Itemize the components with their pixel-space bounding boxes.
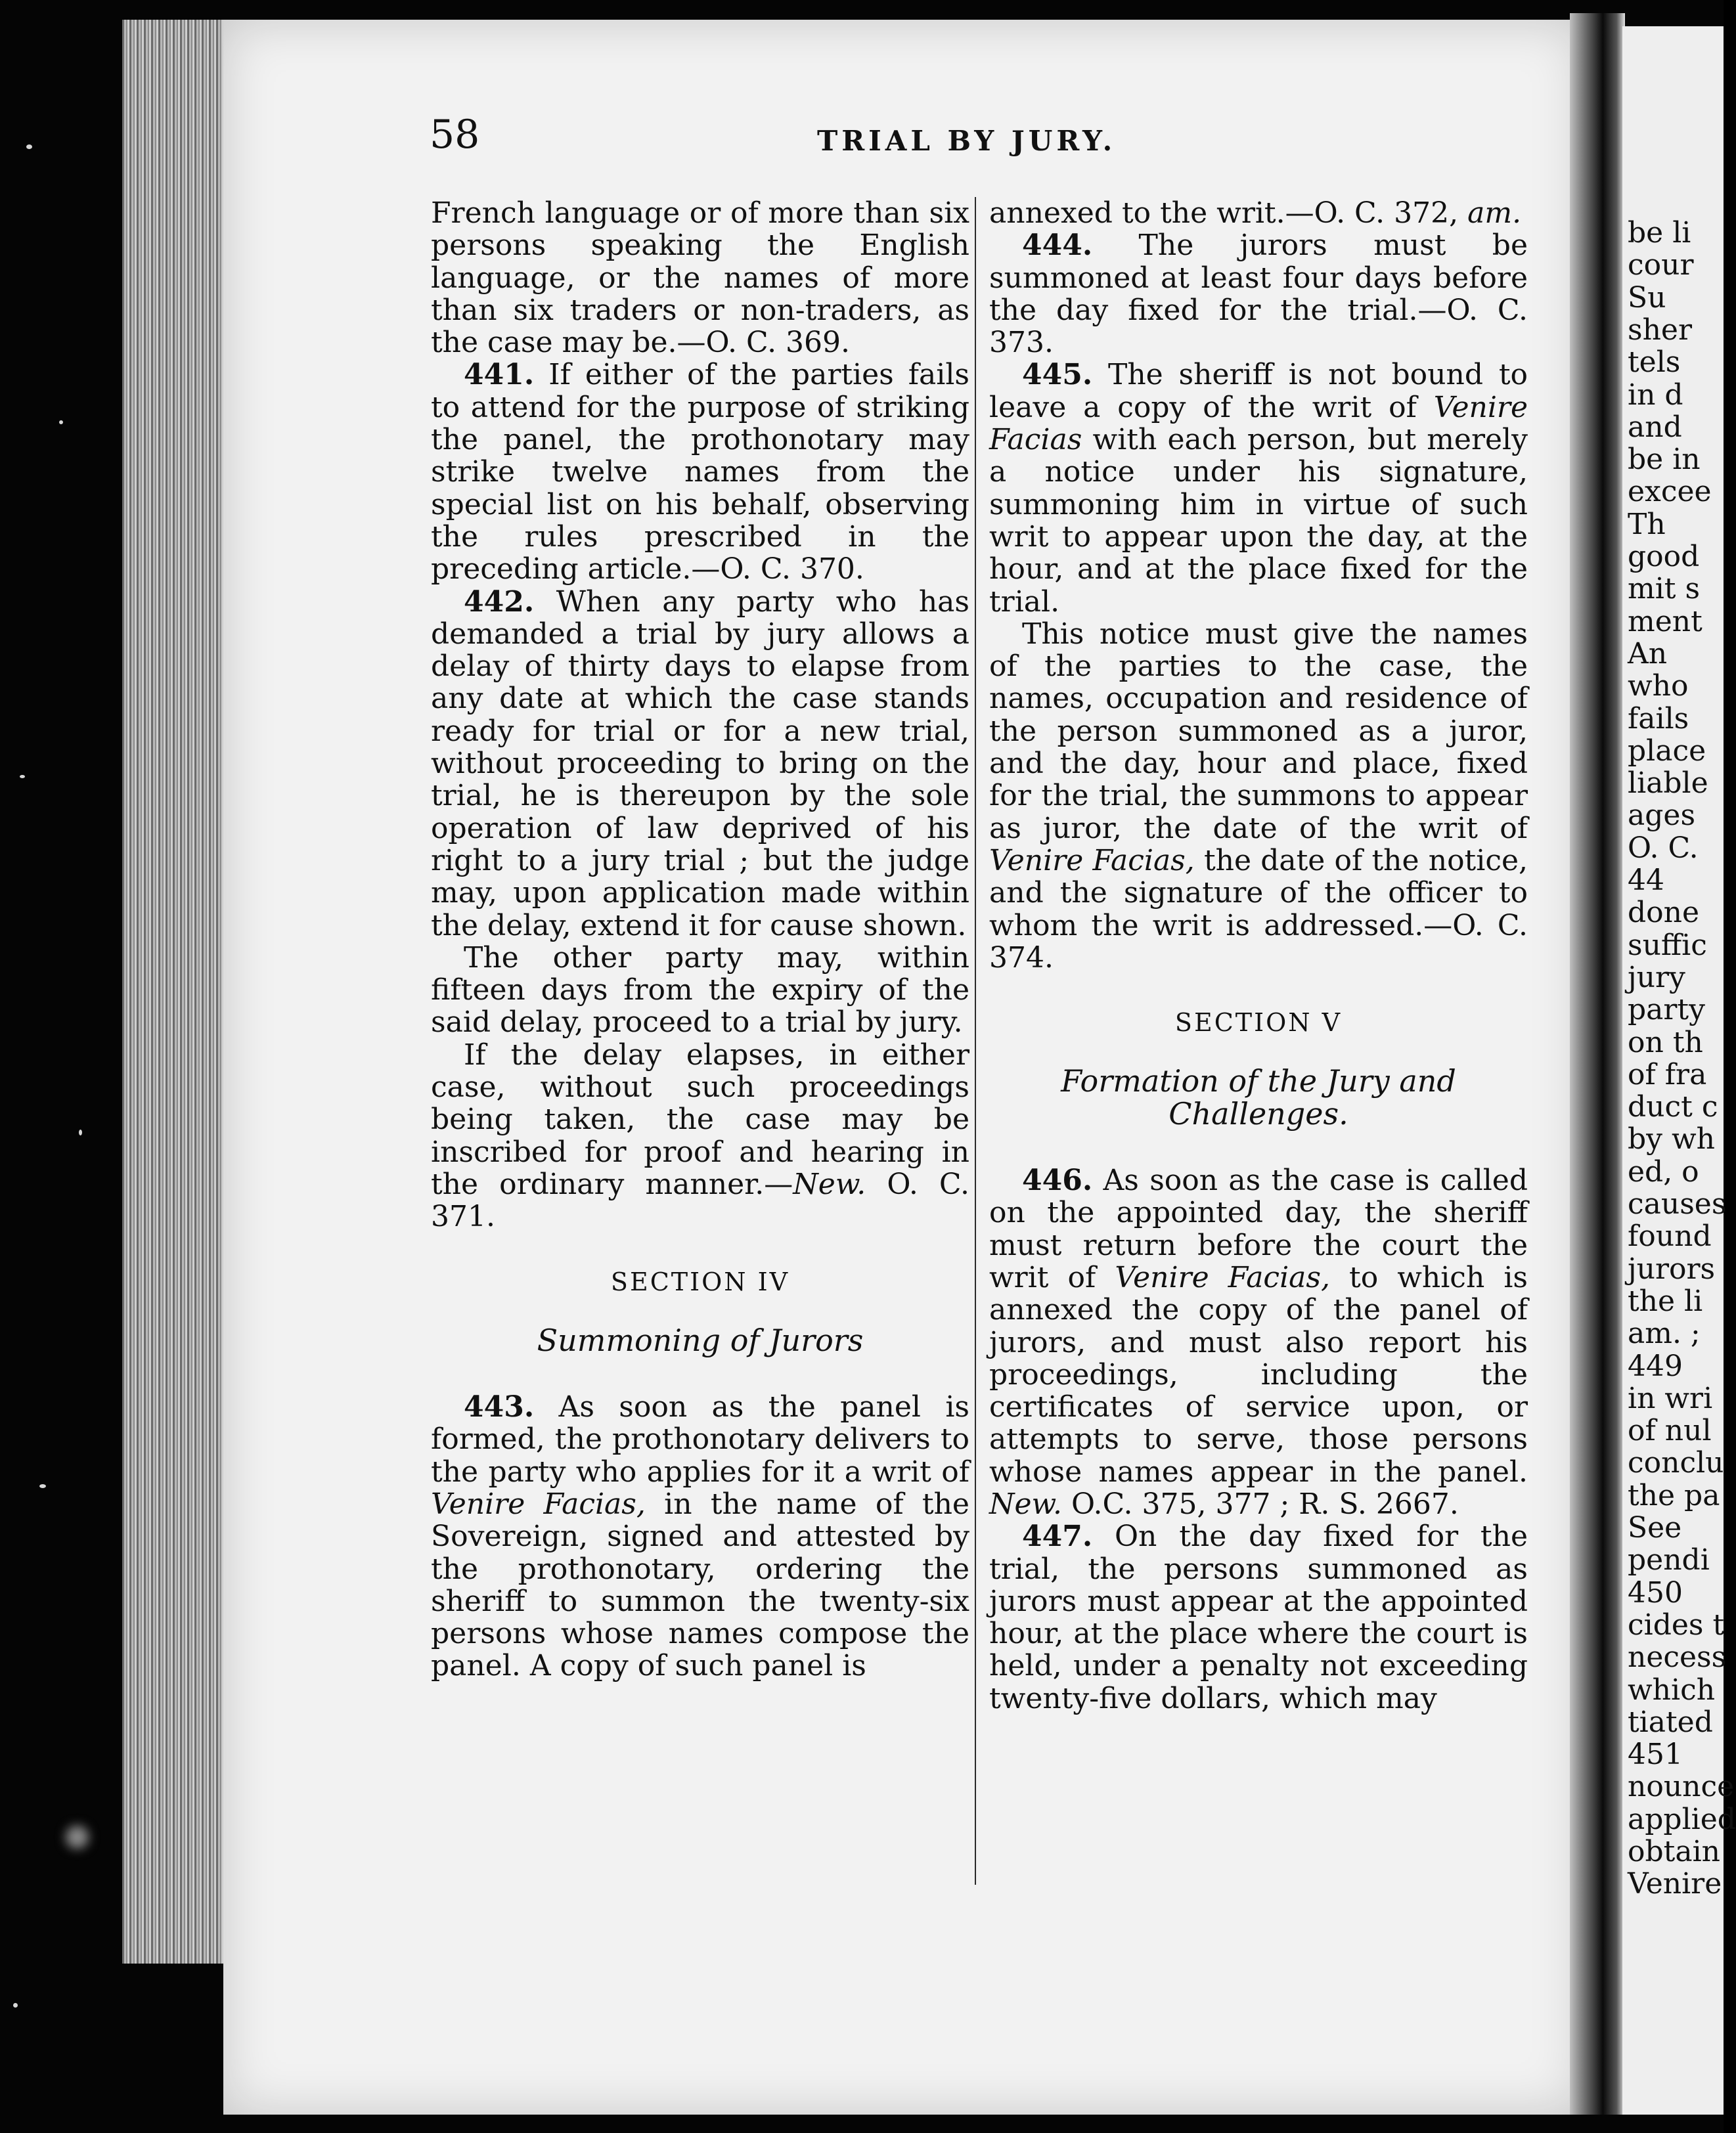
facing-page-fragment: who (1628, 669, 1689, 703)
dust-speck (39, 1484, 46, 1488)
article-text: The sheriff is not bound to leave a copy of the writ of (989, 358, 1528, 424)
section-title: Summoning of Jurors (537, 1322, 864, 1358)
facing-page-fragment: See (1628, 1511, 1682, 1545)
facing-page-fragment: causes (1628, 1187, 1727, 1221)
facing-page-fragment: mit s (1628, 572, 1701, 606)
facing-page-fragment: excee (1628, 475, 1712, 509)
dust-speck (26, 144, 32, 149)
article-number: 444. (1022, 229, 1093, 263)
facing-page-fragment: necess (1628, 1640, 1727, 1675)
dust-speck (20, 775, 25, 778)
facing-page-fragment: cour (1628, 248, 1694, 282)
facing-page-fragment: O. C. (1628, 831, 1699, 865)
facing-page-fragment: Venire (1628, 1867, 1722, 1901)
facing-page-fragment: in wri (1628, 1381, 1713, 1415)
facing-page-fragment: which (1628, 1673, 1716, 1707)
article-442-paragraph-3 (431, 1039, 969, 1233)
paragraph-text: annexed to the writ.—O. C. 372, (989, 196, 1459, 230)
running-head: TRIAL BY JURY. (817, 125, 1117, 157)
facing-page-fragment: Su (1628, 280, 1666, 315)
left-column (431, 197, 969, 1682)
article-text: to which is annexed the copy of the panel of jurors, and must also report his proceedings, including the certificates of service upon, or attempts to serve, those persons whose names appear in the panel. (989, 1260, 1528, 1489)
paragraph-text: French language or of more than six persons speaking the English language, or the names of more than six traders or non-traders, as the case may be.—O. C. 369. (431, 196, 969, 360)
article-443 (431, 1391, 969, 1682)
facing-page-fragment: am. ; (1628, 1317, 1701, 1351)
article-number: 446. (1022, 1164, 1093, 1198)
facing-page-fragment: conclu (1628, 1446, 1724, 1480)
article-number: 442. (464, 584, 535, 619)
article-number: 441. (464, 358, 535, 392)
facing-page-fragment: be in (1628, 443, 1701, 477)
facing-page-fragment: duct c (1628, 1090, 1718, 1124)
facing-page-fragment: fails (1628, 701, 1689, 736)
paragraph-text: This notice must give the names of the parties to the case, the names, occupation and residence of the person summoned as a juror, and the day, hour and place, fixed for the trial, the summons to appear as juror, the date of the writ of (989, 617, 1528, 845)
facing-page-fragment: nounce (1628, 1770, 1735, 1804)
facing-page-fragment: 449 (1628, 1349, 1683, 1383)
article-445-paragraph-2 (989, 618, 1528, 974)
facing-page-fragment: good (1628, 540, 1700, 573)
facing-page-fragment: the pa (1628, 1478, 1720, 1512)
facing-page-fragment: done (1628, 896, 1700, 930)
continuation-paragraph (989, 197, 1528, 229)
article-442-paragraph-2 (431, 942, 969, 1039)
article-441 (431, 359, 969, 585)
italic-term: Venire Facias, (431, 1487, 646, 1521)
facing-page-fragment: cides t (1628, 1608, 1725, 1642)
dust-speck (59, 420, 63, 424)
book-gutter (1570, 13, 1625, 2115)
section-title: Formation of the Jury and Challenges. (1061, 1063, 1456, 1132)
article-447 (989, 1520, 1528, 1715)
section-heading: SECTION V (1174, 1008, 1343, 1038)
article-number: 445. (1022, 358, 1093, 392)
article-442 (431, 586, 969, 942)
facing-page-fragment: be li (1628, 216, 1691, 250)
facing-page-fragment: in d (1628, 378, 1683, 412)
italic-term: Venire Facias, (1115, 1260, 1330, 1294)
section-heading: SECTION IV (610, 1267, 790, 1296)
article-number: 447. (1022, 1520, 1093, 1554)
facing-page-fragment: sher (1628, 313, 1692, 347)
italic-citation: New. (793, 1167, 866, 1201)
facing-page-fragment: applied (1628, 1802, 1736, 1836)
article-445 (989, 359, 1528, 617)
facing-page-fragment: obtain (1628, 1835, 1720, 1868)
facing-page-fragment: party (1628, 993, 1705, 1027)
article-text: On the day fixed for the trial, the persons summoned as jurors must appear at the appointed hour, at the place where the court is held, under a penalty not exceeding twenty-five dollars, which may (989, 1520, 1528, 1715)
facing-page (1622, 26, 1736, 2115)
facing-page-fragment: by wh (1628, 1122, 1716, 1156)
facing-page-fragment: 44 (1628, 864, 1664, 897)
facing-page-fragment: of nul (1628, 1414, 1712, 1448)
facing-page-fragment: pendi (1628, 1543, 1710, 1577)
facing-page-fragment: tels (1628, 345, 1681, 380)
facing-page-fragment: liable (1628, 766, 1708, 801)
article-444 (989, 229, 1528, 359)
italic-term: Venire Facias, (989, 843, 1195, 877)
page-number: 58 (430, 112, 480, 158)
facing-page-fragment: jury (1628, 960, 1685, 994)
facing-page-fragment: Th (1628, 507, 1666, 541)
article-text: As soon as the panel is formed, the prothonotary delivers to the party who applies for it a writ of (431, 1390, 969, 1489)
dust-speck (13, 2003, 18, 2008)
article-number: 443. (464, 1390, 535, 1424)
page-header (430, 112, 1520, 164)
facing-page-fragment: ment (1628, 604, 1703, 638)
paragraph-text: If the delay elapses, in either case, without such proceedings being taken, the case may be inscribed for proof and hearing in the ordinary manner.— (431, 1038, 969, 1201)
facing-page-fragment: and (1628, 410, 1682, 444)
page-edge-stack (122, 20, 227, 1964)
citation-text: O.C. 375, 377 ; R. S. 2667. (1071, 1487, 1459, 1521)
article-text: As soon as the case is called on the appointed day, the sheriff must return before the court the writ of (989, 1164, 1528, 1294)
facing-page-fragment: the li (1628, 1284, 1703, 1318)
right-column (989, 197, 1528, 1715)
article-text: The jurors must be summoned at least four days before the day fixed for the trial.—O. C. 373. (989, 229, 1528, 360)
article-text: in the name of the Sovereign, signed and attested by the prothonotary, ordering the sheriff to summon the twenty-six persons whose names compose the panel. A copy of such panel is (431, 1487, 969, 1683)
facing-page-fragment: An (1628, 636, 1668, 671)
facing-page-fragment: suffic (1628, 928, 1707, 962)
italic-term: Venire Facias (989, 390, 1528, 457)
facing-page-fragment: ed, o (1628, 1154, 1699, 1189)
facing-page-fragment: 450 (1628, 1575, 1683, 1610)
citation-text: O. C. 371. (431, 1167, 969, 1234)
facing-page-fragment: 451 (1628, 1738, 1683, 1772)
dust-speck (66, 1826, 89, 1849)
italic-citation: am. (1467, 196, 1522, 230)
paragraph-text: the date of the notice, and the signature of the officer to whom the writ is addressed.—O. C. 374. (989, 843, 1528, 975)
facing-page-fragment: ages (1628, 799, 1696, 833)
dust-speck (79, 1130, 82, 1135)
column-divider (975, 197, 976, 1885)
facing-page-fragment: on th (1628, 1025, 1703, 1059)
paragraph-text: The other party may, within fifteen days from the expiry of the said delay, proceed to a trial by jury. (431, 940, 969, 1040)
facing-page-fragment: tiated (1628, 1705, 1713, 1739)
facing-page-fragment: found (1628, 1220, 1712, 1254)
facing-page-fragment: jurors (1628, 1252, 1716, 1286)
continuation-paragraph (431, 197, 969, 359)
article-text: When any party who has demanded a trial by jury allows a delay of thirty days to elapse from any date at which the case stands ready for trial or for a new trial, without proceeding to bring on the trial, he is thereupon by the sole operation of law deprived of his right to a jury trial ; but the judge may, upon application made within the delay, extend it for cause shown. (431, 584, 969, 942)
italic-citation: New. (989, 1487, 1062, 1521)
article-text: with each person, but merely a notice under his signature, summoning him in virtue of such writ to appear upon the day, at the hour, and at the place fixed for the trial. (989, 423, 1528, 619)
facing-page-fragment: of fra (1628, 1057, 1707, 1091)
facing-page-fragment: place (1628, 734, 1706, 768)
article-446 (989, 1164, 1528, 1520)
article-text: If either of the parties fails to attend for the purpose of striking the panel, the prothonotary may strike twelve names from the special list on his behalf, observing the rules prescribed in the preceding article.—O. C. 370. (431, 358, 969, 586)
